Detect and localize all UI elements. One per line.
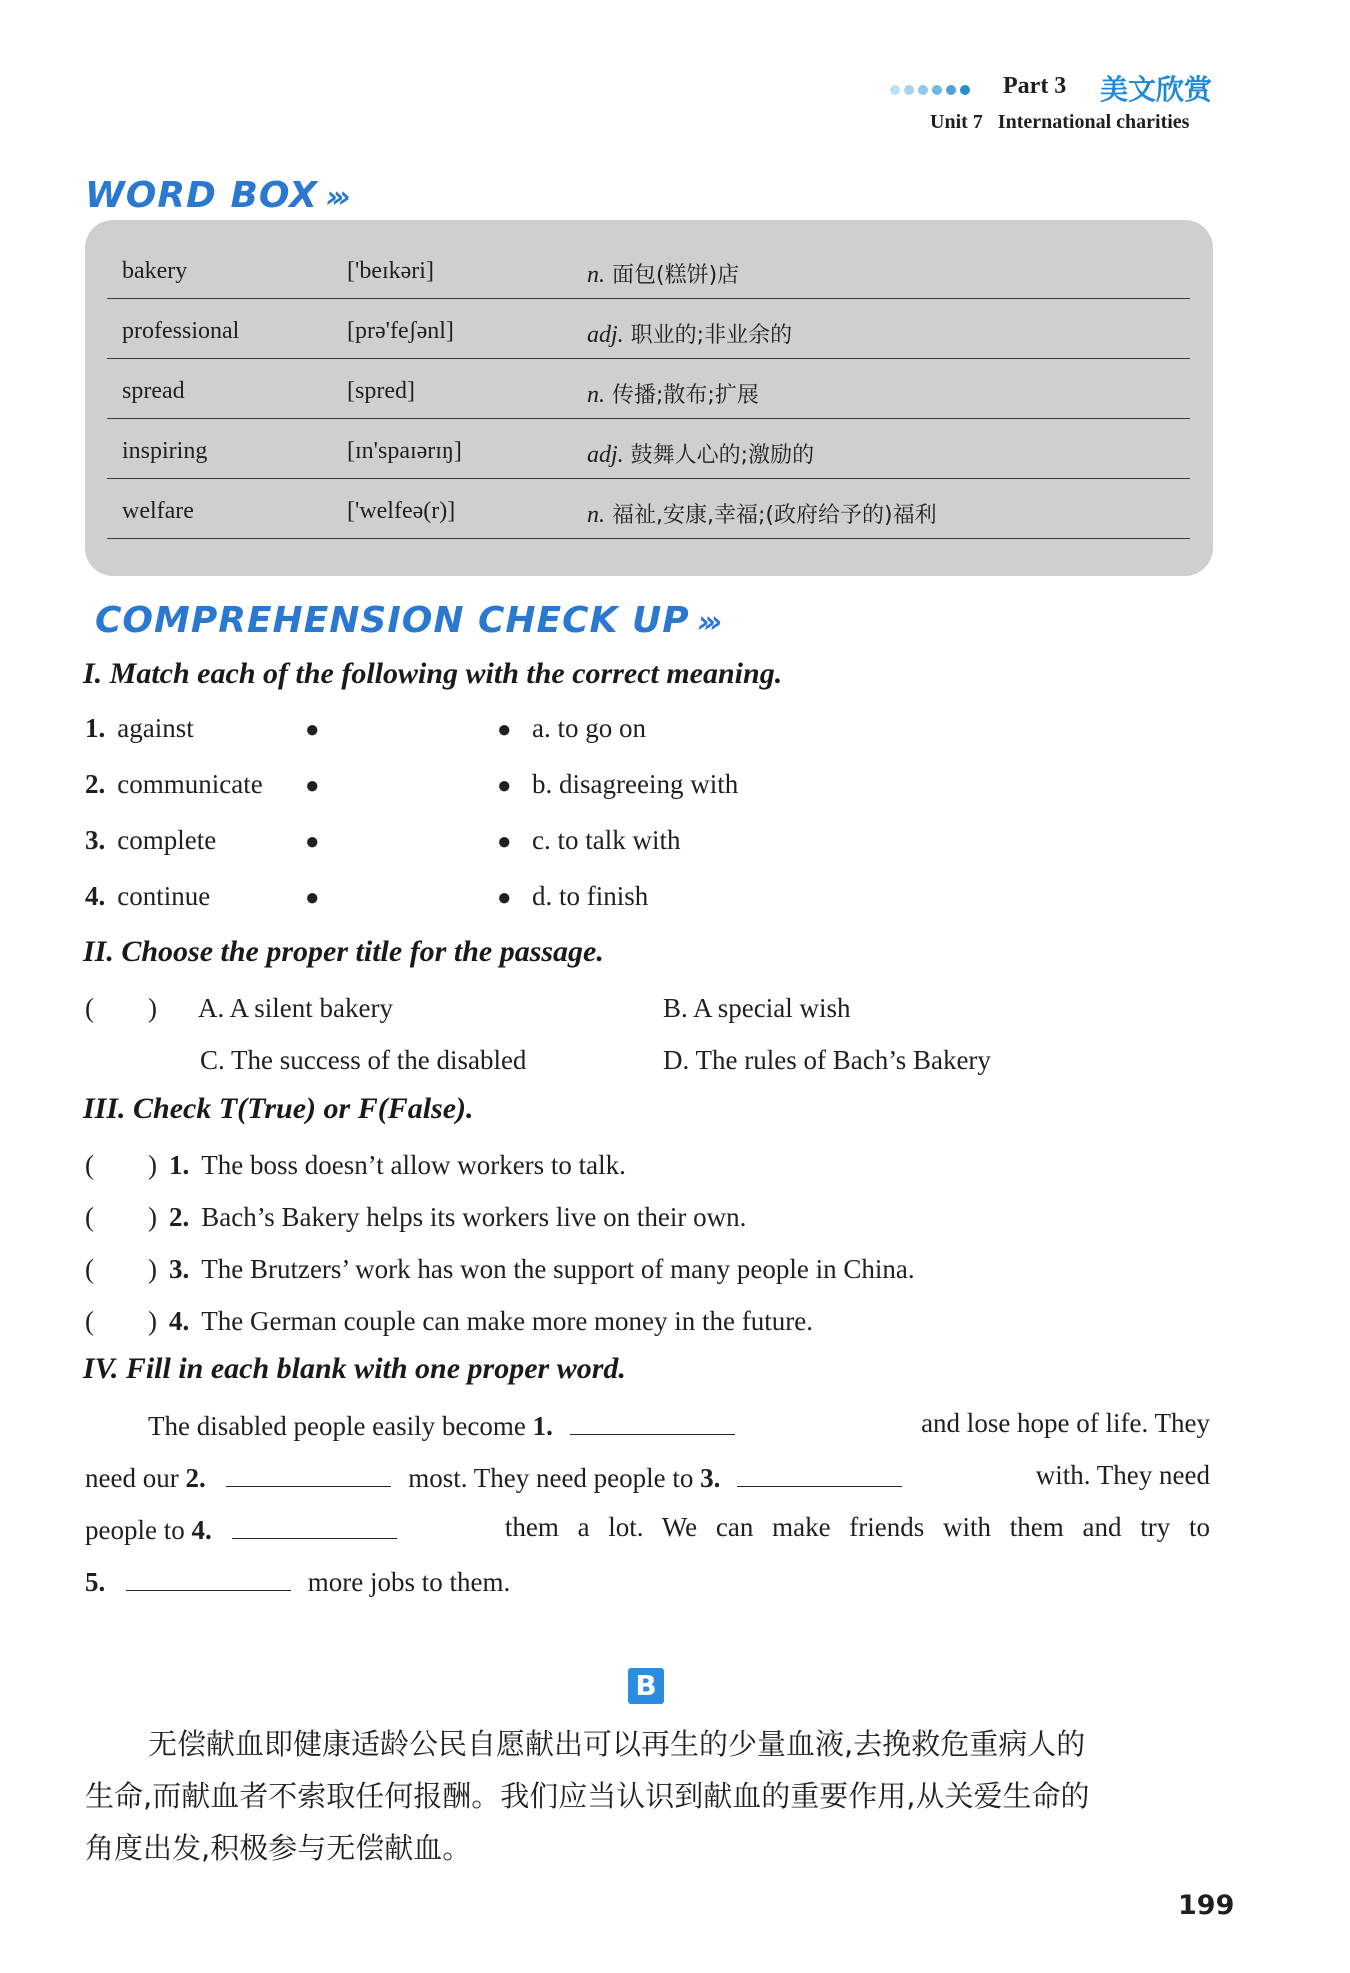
part-of-speech: n. — [587, 502, 605, 528]
option-c: C. The success of the disabled — [200, 1045, 527, 1075]
word: inspiring — [122, 438, 208, 464]
dot-icon — [960, 85, 970, 95]
blank-number: 3. — [700, 1463, 721, 1493]
section-b-line: 无偿献血即健康适龄公民自愿献出可以再生的少量血液,去挽救危重病人的 — [148, 1727, 1086, 1761]
match-left-4 — [85, 881, 210, 912]
match-dot-right[interactable]: ● — [497, 829, 512, 855]
section-b-line: 角度出发,积极参与无偿献血。 — [85, 1831, 472, 1865]
word: spread — [122, 378, 185, 404]
item-text: against — [117, 713, 194, 743]
fill-text: and lose hope of life. They — [921, 1408, 1210, 1438]
fill-line-4 — [85, 1564, 510, 1598]
header-part: Part 3 — [1003, 73, 1067, 99]
part3-heading: III. Check T(True) or F(False). — [83, 1092, 474, 1125]
word: professional — [122, 318, 240, 344]
answer-bracket[interactable]: ( ) — [85, 1306, 157, 1336]
dot-icon — [918, 85, 928, 95]
double-chevron-icon: ››› — [325, 180, 346, 215]
meaning — [587, 258, 739, 289]
item-text: The German couple can make more money in the future. — [201, 1306, 813, 1336]
comprehension-title — [95, 600, 717, 641]
blank-number: 5. — [85, 1567, 106, 1597]
fill-line-1 — [85, 1408, 1210, 1442]
word-row — [107, 418, 1190, 479]
match-dot-right[interactable]: ● — [497, 717, 512, 743]
match-right-c: c. to talk with — [532, 825, 681, 855]
fill-text: more jobs to them. — [307, 1567, 511, 1597]
blank-field[interactable] — [126, 1564, 291, 1591]
fill-text: them a lot. We can make friends with them and try to — [504, 1512, 1210, 1542]
fill-line-2 — [85, 1460, 1210, 1494]
phonetic: [ɪn'spaɪərɪŋ] — [347, 438, 462, 464]
item-text: The boss doesn’t allow workers to talk. — [201, 1150, 626, 1180]
item-number: 1. — [85, 713, 106, 743]
meaning — [587, 438, 814, 469]
option-b: B. A special wish — [663, 993, 851, 1023]
tf-item — [85, 1254, 915, 1285]
item-text: Bach’s Bakery helps its workers live on their own. — [201, 1202, 747, 1232]
match-left-3 — [85, 825, 216, 856]
blank-field[interactable] — [570, 1408, 735, 1435]
word: bakery — [122, 258, 188, 284]
dot-icon — [932, 85, 942, 95]
answer-bracket[interactable]: ( ) — [85, 1254, 157, 1284]
meaning — [587, 318, 792, 349]
header-dots — [890, 80, 970, 100]
section-b-line: 生命,而献血者不索取任何报酬。我们应当认识到献血的重要作用,从关爱生命的 — [85, 1779, 1090, 1813]
item-number: 4. — [168, 1306, 190, 1336]
meaning-text: 面包(糕饼)店 — [612, 263, 740, 288]
part1-heading: I. Match each of the following with the correct meaning. — [83, 657, 783, 690]
phonetic: [prə'feʃənl] — [347, 318, 454, 344]
part-of-speech: adj. — [587, 442, 624, 468]
meaning-text: 福祉,安康,幸福;(政府给予的)福利 — [612, 503, 937, 528]
item-text: complete — [117, 825, 217, 855]
part-of-speech: n. — [587, 382, 605, 408]
part2-heading: II. Choose the proper title for the passage. — [83, 935, 604, 968]
tf-item — [85, 1202, 746, 1233]
phonetic: ['welfeə(r)] — [347, 498, 456, 524]
section-b-label: B — [628, 1668, 664, 1704]
match-right-d: d. to finish — [532, 881, 649, 911]
match-right-b: b. disagreeing with — [532, 769, 739, 799]
header-unit — [930, 111, 1189, 134]
item-text: The Brutzers’ work has won the support of many people in China. — [201, 1254, 915, 1284]
match-dot-left[interactable]: ● — [305, 829, 320, 855]
meaning — [587, 378, 759, 409]
meaning — [587, 498, 937, 529]
word-row — [107, 478, 1190, 539]
fill-text: most. They need people to — [408, 1463, 694, 1493]
blank-number: 4. — [191, 1515, 212, 1545]
blank-field[interactable] — [226, 1460, 391, 1487]
match-dot-left[interactable]: ● — [305, 885, 320, 911]
part4-heading: IV. Fill in each blank with one proper word. — [83, 1352, 626, 1385]
word-row — [107, 298, 1190, 359]
word-box-title — [85, 175, 345, 216]
blank-number: 2. — [185, 1463, 206, 1493]
blank-number: 1. — [532, 1411, 553, 1441]
match-left-1 — [85, 713, 194, 744]
fill-text: need our — [85, 1463, 179, 1493]
header-unit-title: International charities — [997, 111, 1190, 133]
fill-text: with. They need — [1035, 1460, 1210, 1490]
word-row — [107, 238, 1190, 299]
tf-item — [85, 1306, 813, 1337]
fill-line-3 — [85, 1512, 1210, 1546]
part-of-speech: n. — [587, 262, 605, 288]
meaning-text: 职业的;非业余的 — [630, 323, 793, 348]
header-unit-number: Unit 7 — [930, 111, 983, 133]
answer-bracket[interactable]: ( ) — [85, 993, 157, 1023]
word-row — [107, 358, 1190, 419]
word-box — [85, 220, 1213, 576]
blank-field[interactable] — [232, 1512, 397, 1539]
blank-field[interactable] — [737, 1460, 902, 1487]
phonetic: ['beɪkəri] — [347, 258, 434, 284]
phonetic: [spred] — [347, 378, 415, 404]
fill-text: The disabled people easily become — [148, 1411, 526, 1441]
match-left-2 — [85, 769, 263, 800]
item-number: 4. — [85, 881, 106, 911]
dot-icon — [904, 85, 914, 95]
item-number: 3. — [85, 825, 106, 855]
item-number: 3. — [168, 1254, 190, 1284]
meaning-text: 传播;散布;扩展 — [612, 383, 759, 408]
item-number: 2. — [85, 769, 106, 799]
match-dot-left[interactable]: ● — [305, 773, 320, 799]
header-section-cn: 美文欣赏 — [1100, 73, 1213, 106]
answer-bracket[interactable]: ( ) — [85, 1150, 157, 1180]
option-a: A. A silent bakery — [198, 993, 393, 1023]
match-dot-right[interactable]: ● — [497, 885, 512, 911]
match-dot-left[interactable]: ● — [305, 717, 320, 743]
option-d: D. The rules of Bach’s Bakery — [663, 1045, 991, 1075]
item-text: communicate — [117, 769, 263, 799]
match-right-a: a. to go on — [532, 713, 646, 743]
item-number: 1. — [168, 1150, 190, 1180]
comprehension-title-text: COMPREHENSION CHECK UP — [95, 600, 690, 641]
word: welfare — [122, 498, 194, 524]
match-dot-right[interactable]: ● — [497, 773, 512, 799]
dot-icon — [946, 85, 956, 95]
page-number: 199 — [1178, 1890, 1235, 1921]
double-chevron-icon: ››› — [697, 605, 717, 640]
meaning-text: 鼓舞人心的;激励的 — [630, 443, 815, 468]
fill-text: people to — [85, 1515, 185, 1545]
dot-icon — [890, 85, 900, 95]
item-number: 2. — [168, 1202, 190, 1232]
tf-item — [85, 1150, 626, 1181]
part-of-speech: adj. — [587, 322, 624, 348]
word-box-title-text: WORD BOX — [85, 175, 318, 216]
answer-bracket[interactable]: ( ) — [85, 1202, 157, 1232]
item-text: continue — [117, 881, 211, 911]
